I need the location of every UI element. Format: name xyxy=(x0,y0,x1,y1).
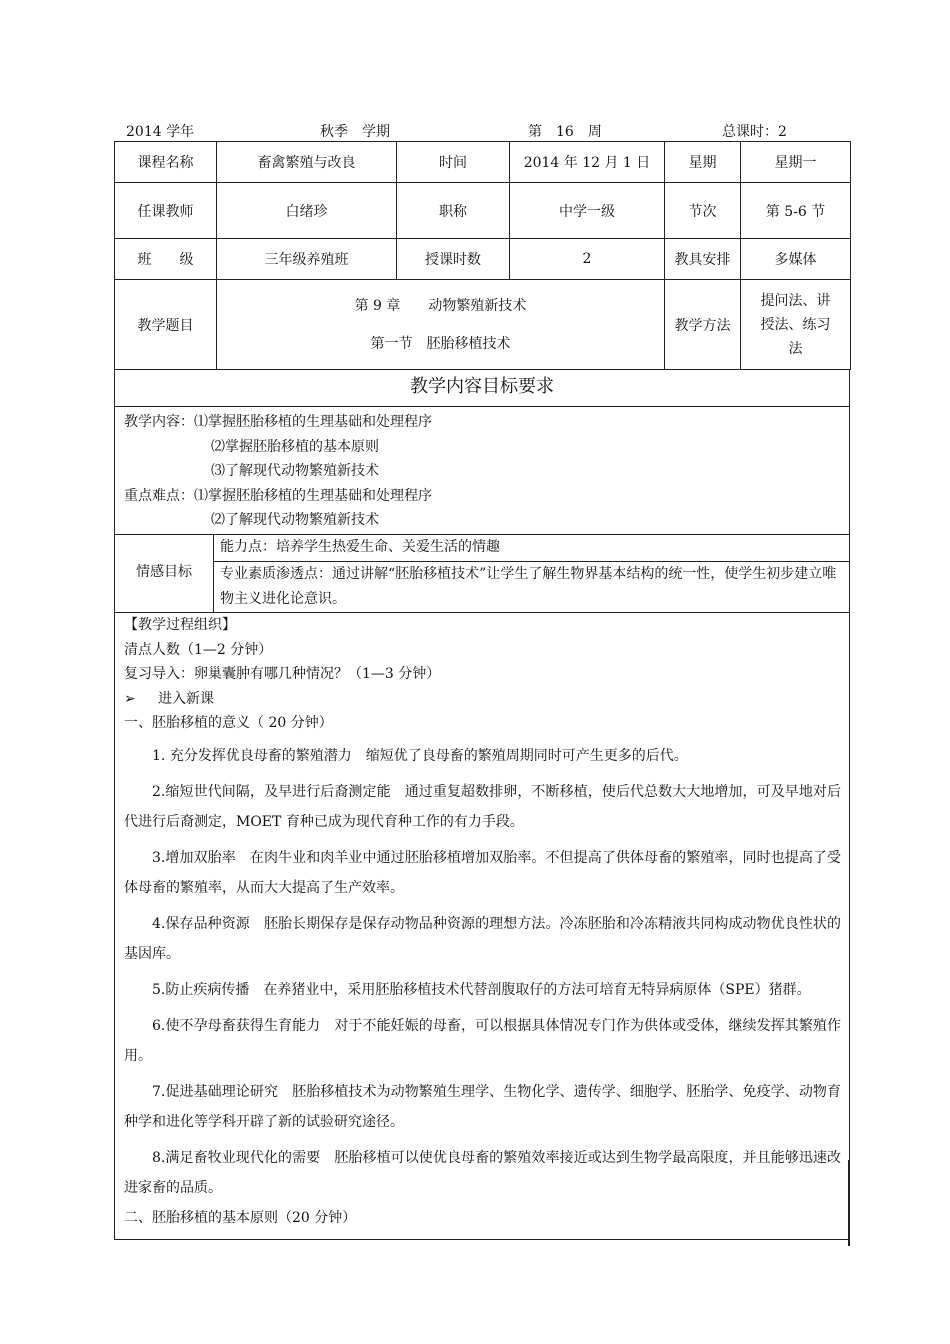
weekday: 星期一 xyxy=(741,142,851,183)
class-name: 三年级养殖班 xyxy=(217,239,397,280)
total-hours: 总课时：2 xyxy=(722,124,787,140)
lesson-topic xyxy=(217,280,665,370)
semester: 秋季 学期 xyxy=(320,124,390,140)
significance-item: 2.缩短世代间隔，及早进行后裔测定能 通过重复超数排卵，不断移植，使后代总数大大地增加，可及早地对后代进行后裔测定，MOET 育种已成为现代育种工作的有力手段。 xyxy=(124,783,841,830)
key-item: ⑵了解现代动物繁殖新技术 xyxy=(211,512,379,528)
teaching-content xyxy=(114,407,850,535)
key-label: 重点难点： xyxy=(124,487,194,504)
arrow-icon: ➢ xyxy=(124,690,136,707)
roll-call: 清点人数（1—2 分钟） xyxy=(124,641,273,658)
section-heading: 二、胚胎移植的基本原则（20 分钟） xyxy=(124,1209,357,1226)
lesson-date: 2014 年 12 月 1 日 xyxy=(510,142,665,183)
method-line: 提问法、讲 xyxy=(760,292,831,309)
course-info-table xyxy=(114,141,851,370)
significance-item: 8.满足畜牧业现代化的需要 胚胎移植可以使优良母畜的繁殖效率接近或达到生物学最高限度，并且能够迅速改进家畜的品质。 xyxy=(124,1149,841,1196)
method-label: 教学方法 xyxy=(665,280,741,370)
significance-item: 7.促进基础理论研究 胚胎移植技术为动物繁殖生理学、生物化学、遗传学、细胞学、胚胎学、免疫学、动物育种学和进化等学科开辟了新的试验研究途径。 xyxy=(124,1083,841,1130)
content-row xyxy=(124,411,849,436)
content-label: 教学内容： xyxy=(124,414,194,430)
significance-item: 3.增加双胎率 在肉牛业和肉羊业中通过胚胎移植增加双胎率。不但提高了供体母畜的繁殖率，同时也提高了受体母畜的繁殖率，从而大大提高了生产效率。 xyxy=(124,849,841,896)
course-name: 畜禽繁殖与改良 xyxy=(217,142,397,183)
process-heading: 【教学过程组织】 xyxy=(124,617,236,633)
topic-label: 教学题目 xyxy=(115,280,217,370)
new-lesson-text: 进入新课 xyxy=(158,690,214,707)
teacher-label: 任课教师 xyxy=(115,183,217,239)
emotion-goals xyxy=(114,535,850,613)
course-name-label: 课程名称 xyxy=(115,142,217,183)
week-number: 第 16 周 xyxy=(528,124,602,140)
significance-item: 1. 充分发挥优良母畜的繁殖潜力 缩短优了良母畜的繁殖周期同时可产生更多的后代。 xyxy=(152,747,688,764)
time-label: 时间 xyxy=(397,142,510,183)
significance-item: 5.防止疾病传播 在养猪业中，采用胚胎移植技术代替剖腹取仔的方法可培育无特异病原体（SPE）猪群。 xyxy=(152,981,811,998)
teaching-hours: 2 xyxy=(510,239,665,280)
job-title-label: 职称 xyxy=(397,183,510,239)
page-edge-line xyxy=(848,1160,850,1246)
key-item: ⑴掌握胚胎移植的生理基础和处理程序 xyxy=(194,487,432,504)
review-intro: 复习导入：卵巢囊肿有哪几种情况？（1—3 分钟） xyxy=(124,666,441,682)
method-line: 授法、练习 xyxy=(760,316,831,333)
quality-point: 专业素质渗透点：通过讲解“胚胎移植技术”让学生了解生物界基本结构的统一性，使学生初步建立唯物主义进化论意识。 xyxy=(220,566,837,607)
ability-point: 能力点：培养学生热爱生命、关爱生活的情趣 xyxy=(214,535,849,562)
content-item: ⑶了解现代动物繁殖新技术 xyxy=(211,463,379,479)
section-heading: 一、胚胎移植的意义（ 20 分钟） xyxy=(124,715,333,731)
lesson-header xyxy=(126,121,826,141)
topic-section: 第一节 胚胎移植技术 xyxy=(370,335,511,352)
job-title: 中学一级 xyxy=(510,183,665,239)
hours-label: 授课时数 xyxy=(397,239,510,280)
significance-item: 6.使不孕母畜获得生育能力 对于不能妊娠的母畜，可以根据具体情况专门作为供体或受体，继续发挥其繁殖作用。 xyxy=(124,1017,841,1064)
equipment: 多媒体 xyxy=(741,239,851,280)
content-item: ⑴掌握胚胎移植的生理基础和处理程序 xyxy=(194,414,432,430)
key-row xyxy=(124,485,849,510)
content-item: ⑵掌握胚胎移植的基本原则 xyxy=(211,438,379,455)
emotion-label: 情感目标 xyxy=(115,535,214,612)
goals-heading: 教学内容目标要求 xyxy=(114,369,850,407)
weekday-label: 星期 xyxy=(665,142,741,183)
new-lesson xyxy=(124,688,841,713)
teacher-name: 白绪珍 xyxy=(217,183,397,239)
teaching-method xyxy=(741,280,851,370)
method-line: 法 xyxy=(788,340,803,357)
period-label: 节次 xyxy=(665,183,741,239)
school-year: 2014 学年 xyxy=(126,124,195,140)
teaching-process xyxy=(114,613,850,1240)
topic-chapter: 第 9 章 动物繁殖新技术 xyxy=(354,297,527,314)
period: 第 5-6 节 xyxy=(741,183,851,239)
equipment-label: 教具安排 xyxy=(665,239,741,280)
class-label: 班 级 xyxy=(115,239,217,280)
significance-item: 4.保存品种资源 胚胎长期保存是保存动物品种资源的理想方法。冷冻胚胎和冷冻精液共同构成动物优良性状的基因库。 xyxy=(124,915,841,962)
